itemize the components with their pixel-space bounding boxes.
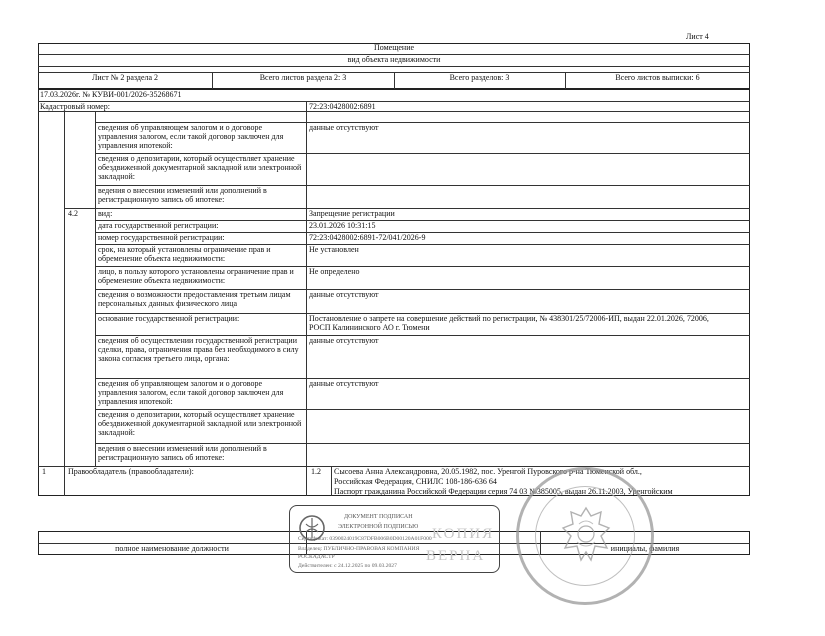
stamp-title-2: ЭЛЕКТРОННОЙ ПОДПИСЬЮ [338, 524, 419, 530]
document-reference: 17.03.2026г. № КУВИ-001/2026-35268671 [40, 90, 182, 99]
row-top-1-label: сведения о депозитарии, который осуществляет хранение обездвиженной документарной закладной или электронной закладной: [98, 154, 302, 181]
owner-label: Правообладатель (правообладатели): [68, 467, 194, 476]
stamp-validity: Действителен: с 24.12.2025 по 09.03.2027 [298, 563, 397, 569]
owner-sub-number: 1.2 [311, 467, 321, 476]
total-extract-sheets: Всего листов выписки: 6 [615, 73, 700, 82]
changes-label: ведения о внесении изменений или дополнений в регистрационную запись об ипотеке: [98, 444, 267, 462]
row-top-0-value: данные отсутствуют [309, 123, 379, 132]
electronic-signature-stamp [289, 505, 500, 573]
personal-data-value: данные отсутствуют [309, 290, 379, 299]
consent-label: сведения об осуществлении государственной регистрации сделки, права, ограничения права без необходимого в силу закона согласия третьего лица, органа: [98, 336, 299, 363]
row-top-2-label: ведения о внесении изменений или дополнений в регистрационную запись об ипотеке: [98, 186, 267, 204]
registration-number-label: номер государственной регистрации: [98, 233, 225, 242]
registration-number-value: 72:23:0428002:6891-72/041/2026-9 [309, 233, 426, 242]
stamp-watermark-2: ВЕРНА [426, 548, 486, 564]
signature-name: инициалы, фамилия [610, 544, 680, 553]
term-label: срок, на который установлены ограничение прав и обременение объекта недвижимости: [98, 245, 271, 263]
cadastral-label: Кадастровый номер: [40, 102, 110, 111]
pledge-manager-value: данные отсутствуют [309, 379, 379, 388]
object-subtitle: вид объекта недвижимости [347, 55, 441, 64]
depository-label: сведения о депозитарии, который осуществляет хранение обездвиженной документарной закладной или электронной закладной: [98, 410, 302, 437]
stamp-owner: Владелец: ПУБЛИЧНО-ПРАВОВАЯ КОМПАНИЯ [298, 546, 420, 552]
signature-position: полное наименование должности [115, 544, 229, 553]
stamp-title-1: ДОКУМЕНТ ПОДПИСАН [344, 514, 413, 520]
section-number: 4.2 [68, 209, 78, 218]
consent-value: данные отсутствуют [309, 336, 379, 345]
row-top-0-label: сведения об управляющем залогом и о договоре управления залогом, если такой договор заключен для управления ипотекой: [98, 123, 284, 150]
personal-data-label: сведения о возможности предоставления третьим лицам персональных данных физического лица [98, 290, 291, 308]
total-sections: Всего разделов: 3 [449, 73, 510, 82]
pledge-manager-label: сведения об управляющем залогом и о договоре управления залогом, если такой договор заключен для управления ипотекой: [98, 379, 284, 406]
cadastral-number: 72:23:0428002:6891 [309, 102, 376, 111]
sheet-number: Лист 4 [686, 32, 709, 41]
object-title: Помещение [373, 43, 415, 52]
sheet-of-section: Лист № 2 раздела 2 [91, 73, 159, 82]
stamp-certificate: Сертификат: 0390024019C87DFB006B0D00120A01F000 [298, 536, 432, 542]
official-seal [516, 467, 654, 605]
total-section-sheets: Всего листов раздела 2: 3 [259, 73, 347, 82]
basis-label: основание государственной регистрации: [98, 314, 240, 323]
owner-line-3: Паспорт гражданина Российской Федерации серия 74 03 №385005, выдан 26.11.2003, Уренгойским [334, 487, 673, 496]
term-value: Не установлен [309, 245, 359, 254]
stamp-owner-2: РОСКАДАСТР [298, 554, 335, 560]
owner-line-2: Российская Федерация, СНИЛС 108-186-636 64 [334, 477, 497, 486]
stamp-watermark-1: КОПИЯ [432, 526, 495, 542]
coat-of-arms-icon [555, 502, 617, 568]
beneficiary-value: Не определено [309, 267, 360, 276]
restriction-type-value: Запрещение регистрации [309, 209, 395, 218]
basis-value: Постановление о запрете на совершение действий по регистрации, № 438301/25/72006-ИП, выдан 22.01.2026, 72006, РОСП Калининского АО г. Тюмени [309, 314, 709, 332]
owner-line-1: Сысоева Анна Александровна, 20.05.1982, пос. Уренгой Пуровского р-на Тюменской обл., [334, 467, 642, 476]
registration-date-label: дата государственной регистрации: [98, 221, 219, 230]
registration-date-value: 23.01.2026 10:31:15 [309, 221, 376, 230]
owner-row-number: 1 [42, 467, 46, 476]
restriction-type-label: вид: [98, 209, 113, 218]
beneficiary-label: лицо, в пользу которого установлены ограничение прав и обременение объекта недвижимости: [98, 267, 294, 285]
